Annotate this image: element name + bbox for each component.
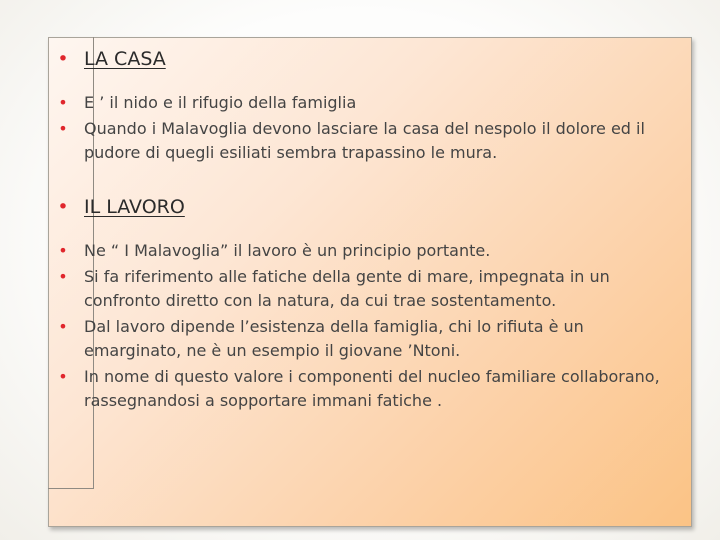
list-item-text: E ’ il nido e il rifugio della famiglia — [84, 93, 357, 112]
section-heading-lavoro — [56, 193, 686, 221]
bullet-icon: • — [58, 267, 68, 286]
list-item — [56, 117, 686, 165]
list-item — [56, 315, 686, 363]
bullet-icon: • — [58, 317, 68, 336]
bullet-icon: • — [58, 93, 68, 112]
bullet-icon: • — [58, 119, 68, 138]
list-item-text: Ne “ I Malavoglia” il lavoro è un principio portante. — [84, 241, 491, 260]
bullet-icon: • — [57, 196, 69, 218]
list-item-text: Dal lavoro dipende l’esistenza della famiglia, chi lo rifiuta è un emarginato, ne è un esempio il giovane ’Ntoni. — [84, 317, 584, 360]
slide-content — [56, 44, 686, 413]
bullet-icon: • — [58, 241, 68, 260]
heading-text: IL LAVORO — [84, 196, 185, 218]
list-item — [56, 265, 686, 313]
bullet-icon: • — [58, 367, 68, 386]
list-item — [56, 365, 686, 413]
list-item-text: Si fa riferimento alle fatiche della gente di mare, impegnata in un confronto diretto con la natura, da cui trae sostentamento. — [84, 267, 610, 310]
list-item-text: In nome di questo valore i componenti del nucleo familiare collaborano, rassegnandosi a sopportare immani fatiche . — [84, 367, 660, 410]
section-heading-casa — [56, 45, 686, 73]
list-item — [56, 239, 686, 263]
heading-text: LA CASA — [84, 48, 166, 70]
list-item-text: Quando i Malavoglia devono lasciare la casa del nespolo il dolore ed il pudore di quegli esiliati sembra trapassino le mura. — [84, 119, 645, 162]
bullet-icon: • — [57, 48, 69, 70]
list-item — [56, 91, 686, 115]
